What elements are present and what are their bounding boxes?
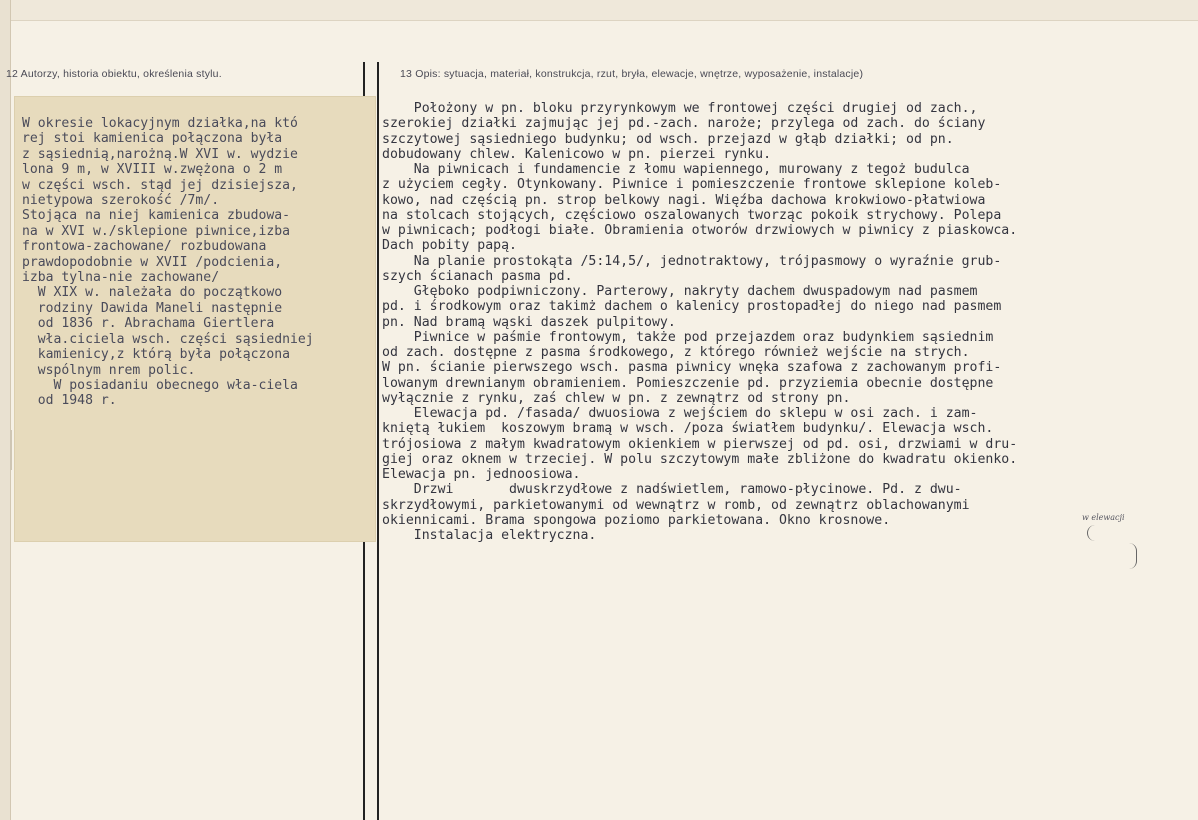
left-section-number: 12	[6, 68, 19, 80]
left-section-title: Autorzy, historia obiektu, określenia stylu.	[20, 68, 222, 80]
page-left-edge	[0, 0, 11, 820]
history-text: W okresie lokacyjnym działka,na któ rej stoi kamienica połączona była z sąsiednią,narożną.W XVI w. wydzie lona 9 m, w XVIII w.zwężona o 2 m w części wsch. stąd jej dzisiejsza, nietypowa szerokość /7m/. Stojąca na niej kamienica zbudowa- na w XVI w./sklepione piwnice,izba frontowa-zachowane/ rozbudowana prawdopodobnie w XVII /podcienia, izba tylna-nie zachowane/ W XIX w. należała do początkowo rodziny Dawida Maneli następnie od 1836 r. Abrachama Giertlera wła.ciciela wsch. części sąsiedniej kamienicy,z którą była połączona wspólnym nrem polic. W posiadaniu obecnego wła-ciela od 1948 r.	[22, 116, 314, 409]
right-section-title: Opis: sytuacja, materiał, konstrukcja, rzut, bryła, elewacje, wnętrze, wyposażenie, instalacje)	[415, 68, 864, 80]
handwritten-bracket-mark	[1087, 525, 1098, 541]
page-top-edge	[0, 0, 1198, 21]
left-column-header	[6, 68, 222, 80]
handwritten-note: w elewacji	[1082, 513, 1125, 522]
margin-mark	[10, 430, 12, 470]
right-section-number: 13	[400, 68, 413, 80]
building-description-text: Położony w pn. bloku przyrynkowym we frontowej części drugiej od zach., szerokiej działki zajmując jej pd.-zach. naroże; przylega od zach. do ściany szczytowej sąsiedniego budynku; od wsch. przejazd w głąb działki; od pn. dobudowany chlew. Kalenicowo w pn. pierzei rynku. Na piwnicach i fundamencie z łomu wapiennego, murowany z tegoż budulca z użyciem cegły. Otynkowany. Piwnice i pomieszczenie frontowe sklepione koleb- kowo, nad częścią pn. strop belkowy nagi. Więźba dachowa krokwiowo-płatwiowa na stolcach stojących, częściowo oszalowanych tworząc pokoik strychowy. Polepa w piwnicach; podłogi białe. Obramienia otworów drzwiowych w piwnicy z piaskowca. Dach pobity papą. Na planie prostokąta /5:14,5/, jednotraktowy, trójpasmowy o wyraźnie grub- szych ścianach pasma pd. Głęboko podpiwniczony. Parterowy, nakryty dachem dwuspadowym nad pasmem pd. i środkowym oraz takimż dachem o kalenicy prostopadłej do niego nad pasmem pn. Nad bramą wąski daszek pulpitowy. Piwnice w paśmie frontowym, także pod przejazdem oraz budynkiem sąsiednim od zach. dostępne z pasma środkowego, z którego również wejście na strych. W pn. ścianie pierwszego wsch. pasma piwnicy wnęka szafowa z zachowanym profi- lowanym drewnianym obramieniem. Pomieszczenie pd. przyziemia obecnie dostępne wyłącznie z rynku, zaś chlew w pn. z zewnątrz od strony pn. Elewacja pd. /fasada/ dwuosiowa z wejściem do sklepu w osi zach. i zam- kniętą łukiem koszowym bramą w wsch. /poza światłem budynku/. Elewacja wsch. trójosiowa z małym kwadratowym okienkiem w pierwszej od pd. osi, drzwiami w dru- giej oraz oknem w trzeciej. W polu szczytowym małe zbliżone do kwadratu okienko. Elewacja pn. jednoosiowa. Drzwi dwuskrzydłowe z nadświetlem, ramowo-płycinowe. Pd. z dwu- skrzydłowymi, parkietowanymi od wewnątrz w romb, od zewnątrz oblachowanymi okiennicami. Brama spongowa poziomo parkietowana. Okno krosnowe. Instalacja elektryczna.	[382, 101, 1018, 543]
right-column-header	[400, 68, 863, 80]
handwritten-bracket-mark-2	[1128, 543, 1137, 569]
